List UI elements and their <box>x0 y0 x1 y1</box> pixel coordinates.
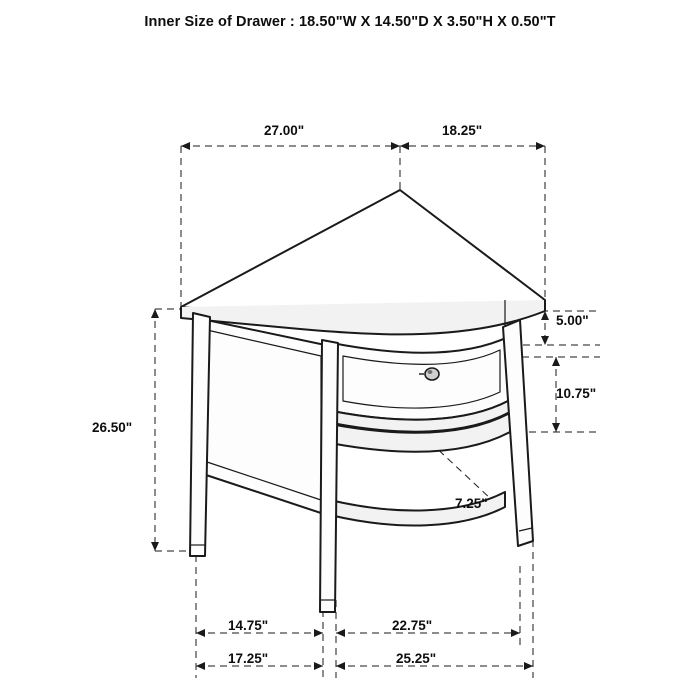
page-title: Inner Size of Drawer : 18.50"W X 14.50"D X 3.50"H X 0.50"T <box>144 14 556 30</box>
dim-overall-height: 26.50" <box>92 420 133 435</box>
dim-top-width: 27.00" <box>264 123 305 138</box>
nightstand-drawing <box>181 190 545 612</box>
dim-drawer-to-shelf: 10.75" <box>556 386 597 401</box>
dim-bottom-side-span: 25.25" <box>396 651 437 666</box>
dim-top-depth: 18.25" <box>442 123 483 138</box>
dim-drawer-face-height: 5.00" <box>556 313 589 328</box>
dim-side-foot-span: 22.75" <box>392 618 433 633</box>
dim-bottom-front-span: 17.25" <box>228 651 269 666</box>
dim-front-foot-span: 14.75" <box>228 618 269 633</box>
dim-shelf-to-stretcher: 7.25" <box>455 496 488 511</box>
